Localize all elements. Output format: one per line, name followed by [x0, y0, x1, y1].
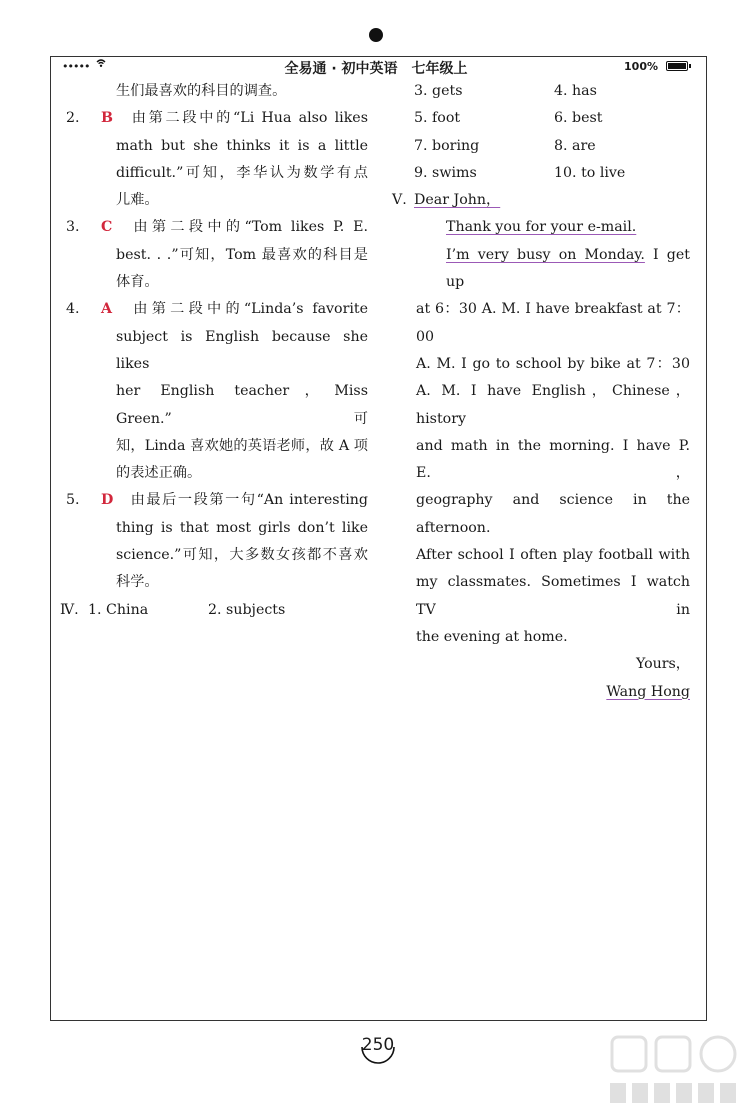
- explanation-line: best. . .”可知，Tom 最喜欢的科目是: [116, 246, 368, 263]
- letter-line: at 6：30 A. M. I have breakfast at 7：00: [416, 301, 690, 345]
- question-number: 5.: [66, 492, 80, 509]
- explanation-line: subject is English because she likes: [116, 328, 368, 372]
- letter-line: I get up: [446, 246, 690, 291]
- fill-answer: 3. gets: [414, 83, 463, 99]
- status-bar: [62, 58, 690, 76]
- explanation-line: math but she thinks it is a little: [116, 137, 368, 154]
- page-number-text: 250: [361, 1035, 395, 1055]
- left-column: [60, 78, 368, 624]
- answer-letter: D: [101, 492, 114, 509]
- fill-answer: 1. China: [88, 601, 149, 618]
- letter-line: geography and science in the afternoon.: [416, 492, 690, 536]
- fill-answer: 9. swims: [414, 164, 477, 181]
- salutation: Dear John，: [414, 192, 501, 209]
- book-title: 全易通 · 初中英语 七年级上: [284, 61, 468, 77]
- letter-line: A. M. I have English，Chinese，history: [416, 383, 690, 427]
- section-5-letter: [392, 187, 690, 706]
- fill-answer: 8. are: [554, 137, 596, 154]
- question-number: 2.: [66, 110, 80, 127]
- explanation-line: 的表述正确。: [116, 465, 202, 482]
- question-2: [66, 105, 368, 214]
- explanation-line: her English teacher，Miss Green.”可: [116, 383, 368, 427]
- fill-answer: 4. has: [554, 83, 597, 99]
- signature: Wang Hong: [606, 683, 690, 700]
- fill-answer: 5. foot: [414, 110, 461, 127]
- answer-letter: C: [101, 219, 113, 236]
- fill-answer-grid: [392, 78, 690, 187]
- fill-answer: 10. to live: [554, 164, 626, 181]
- signal-icon: •••••: [62, 60, 90, 73]
- question-4: [66, 296, 368, 487]
- explanation-line: 由第二段中的“Li Hua also likes: [129, 110, 368, 127]
- right-column: [392, 78, 690, 706]
- section-mark: Ⅴ.: [392, 192, 407, 209]
- letter-line: and math in the morning. I have P. E.，: [416, 437, 690, 482]
- letter-line: I’m very busy on Monday.: [446, 246, 645, 263]
- fill-answer: 2. subjects: [208, 601, 286, 618]
- letter-closing: Yours，: [635, 656, 690, 673]
- letter-line: the evening at home.: [416, 628, 568, 645]
- battery-percentage: 100%: [624, 60, 658, 73]
- question-5: [66, 487, 368, 596]
- letter-line: my classmates. Sometimes I watch TV in: [416, 574, 690, 618]
- intro-tail: 生们最喜欢的科目的调查。: [116, 83, 287, 99]
- explanation-line: 由最后一段第一句“An interesting: [129, 492, 368, 509]
- letter-line: A. M. I go to school by bike at 7：30: [416, 355, 690, 372]
- question-number: 3.: [66, 219, 80, 236]
- question-3: [66, 214, 368, 296]
- explanation-line: 科学。: [116, 574, 159, 591]
- explanation-line: thing is that most girls don’t like: [116, 519, 368, 536]
- explanation-line: 体育。: [116, 274, 159, 291]
- section-mark: Ⅳ.: [60, 601, 79, 618]
- question-number: 4.: [66, 301, 80, 318]
- letter-line: After school I often play football with: [416, 547, 690, 564]
- explanation-line: 儿难。: [116, 192, 159, 209]
- battery-icon: [666, 61, 688, 71]
- watermark-logo: [606, 1031, 746, 1109]
- explanation-line: 由第二段中的“Tom likes P. E.: [129, 219, 368, 236]
- answer-letter: A: [101, 301, 113, 318]
- explanation-line: difficult.”可知，李华认为数学有点: [116, 164, 368, 181]
- fill-answer: 6. best: [554, 110, 603, 127]
- page-number: [358, 1027, 398, 1067]
- letter-line: Thank you for your e-mail.: [446, 219, 637, 236]
- explanation-line: 知，Linda 喜欢她的英语老师，故 A 项: [116, 437, 368, 454]
- section-4: [60, 597, 368, 624]
- explanation-line: 由第二段中的“Linda’s favorite: [129, 301, 368, 318]
- fill-answer: 7. boring: [414, 137, 480, 154]
- answer-letter: B: [101, 110, 113, 127]
- explanation-line: science.”可知，大多数女孩都不喜欢: [116, 547, 368, 564]
- camera-dot: [369, 28, 383, 42]
